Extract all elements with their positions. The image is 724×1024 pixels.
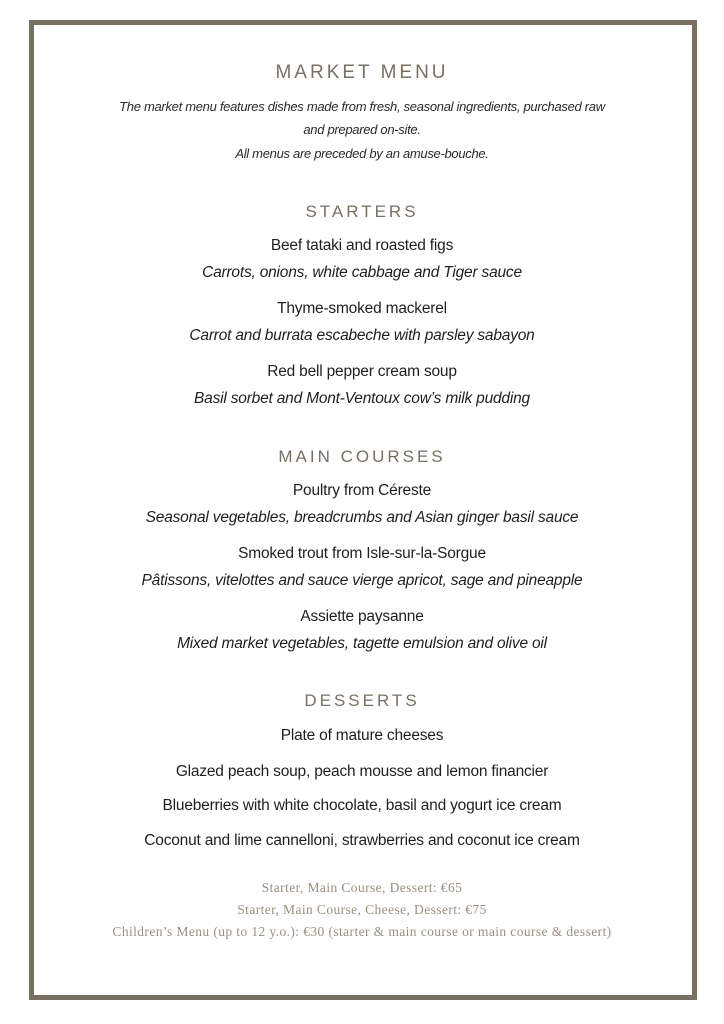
dish-name: Poultry from Céreste [292, 482, 432, 499]
intro-line-3: All menus are preceded by an amuse-bouche. [235, 146, 489, 161]
intro-line-1: The market menu features dishes made from fresh, seasonal ingredients, purchased raw [119, 99, 605, 114]
section-title-desserts: DESSERTS [304, 691, 420, 710]
dessert-item: Plate of mature cheeses [280, 727, 444, 744]
menu-title: MARKET MENU [275, 62, 449, 83]
dish-description: Pâtissons, vitelottes and sauce vierge apricot, sage and pineapple [141, 572, 583, 589]
intro-line-2: and prepared on-site. [303, 122, 421, 137]
dessert-item: Glazed peach soup, peach mousse and lemon financier [175, 763, 549, 780]
dish-name: Thyme-smoked mackerel [277, 300, 447, 317]
dessert-item: Blueberries with white chocolate, basil and yogurt ice cream [162, 797, 562, 814]
dish-name: Smoked trout from Isle-sur-la-Sorgue [238, 545, 486, 562]
dish-description: Carrot and burrata escabeche with parsley sabayon [189, 327, 535, 344]
price-line-3: Children’s Menu (up to 12 y.o.): €30 (starter & main course or main course & dessert) [112, 924, 612, 939]
dessert-item: Coconut and lime cannelloni, strawberries and coconut ice cream [144, 832, 580, 849]
dish-description: Basil sorbet and Mont-Ventoux cow’s milk pudding [194, 390, 530, 407]
dish-description: Mixed market vegetables, tagette emulsion and olive oil [177, 635, 547, 652]
dish-name: Assiette paysanne [300, 608, 424, 625]
price-line-2: Starter, Main Course, Cheese, Dessert: €75 [237, 902, 487, 917]
dish-description: Carrots, onions, white cabbage and Tiger sauce [202, 264, 522, 281]
dish-name: Beef tataki and roasted figs [270, 237, 454, 254]
dish-description: Seasonal vegetables, breadcrumbs and Asian ginger basil sauce [145, 509, 579, 526]
section-title-starters: STARTERS [305, 202, 419, 221]
dish-name: Red bell pepper cream soup [267, 363, 457, 380]
price-line-1: Starter, Main Course, Dessert: €65 [261, 880, 463, 895]
section-title-main-courses: MAIN COURSES [278, 447, 446, 466]
